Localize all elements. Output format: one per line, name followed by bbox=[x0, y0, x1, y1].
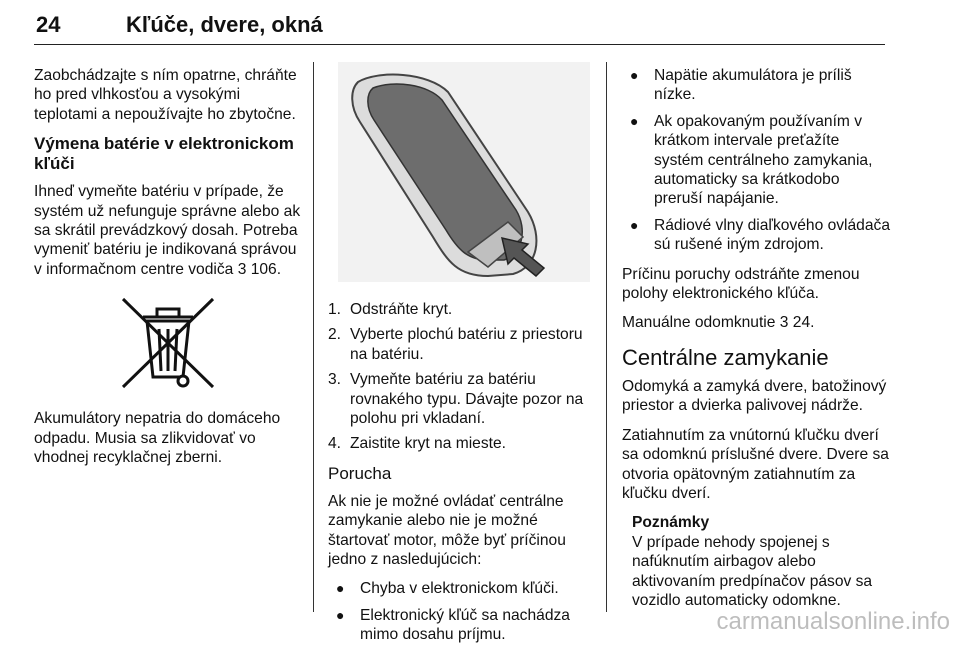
note-box bbox=[622, 513, 890, 610]
list-item: 1. Odstráňte kryt. bbox=[328, 301, 453, 318]
disposal-paragraph: Akumulátory nepatria do domáceho odpadu. Musia sa zlikvidovať vo vhodnej recyklačnej zberni. bbox=[34, 410, 281, 467]
fault-paragraph: Ak nie je možné ovládať centrálne zamykanie alebo nie je možné štartovať motor, môže byť príčinou jedno z nasledujúcich: bbox=[328, 492, 566, 569]
recycle-bin-crossed-icon bbox=[113, 293, 223, 393]
page-header bbox=[34, 6, 885, 45]
manual-unlock-reference: Manuálne odomknutie 3 24. bbox=[622, 314, 815, 332]
fault-causes-list bbox=[328, 579, 598, 644]
fault-causes-list-continued bbox=[622, 66, 890, 255]
note-title: Poznámky bbox=[632, 514, 710, 532]
list-item: 2. Vyberte plochú batériu z priestoru na batériu. bbox=[328, 326, 583, 363]
list-item: ● Chyba v elektronickom kľúči. bbox=[336, 580, 559, 598]
list-item: ● Rádiové vlny diaľkového ovládača sú rušené iným zdrojom. bbox=[630, 216, 891, 254]
fault-heading: Porucha bbox=[328, 463, 392, 483]
page-number: 24 bbox=[36, 12, 61, 37]
list-item: ● Elektronický kľúč sa nachádza mimo dosahu príjmu. bbox=[336, 606, 570, 644]
column-3 bbox=[622, 66, 890, 610]
list-item: ● Ak opakovaným používaním v krátkom intervale preťažíte systém centrálneho zamykania, automaticky sa krátkodobo preruší napájanie. bbox=[630, 112, 873, 208]
fix-paragraph: Príčinu poruchy odstráňte zmenou polohy elektronického kľúča. bbox=[622, 265, 860, 303]
central-locking-paragraph: Odomyká a zamyká dvere, batožinový priestor a dvierka palivovej nádrže. bbox=[622, 377, 887, 415]
list-item: 3. Vymeňte batériu za batériu rovnakého typu. Dávajte pozor na polohu pri vkladaní. bbox=[328, 371, 584, 428]
page-title: Kľúče, dvere, okná bbox=[126, 12, 323, 37]
battery-steps-list bbox=[328, 300, 598, 454]
electronic-key-battery-illustration bbox=[338, 62, 590, 282]
page-reference: 3 106. bbox=[237, 260, 282, 278]
note-text: V prípade nehody spojenej s nafúknutím airbagov alebo aktivovaním predpínačov pásov sa vozidlo automaticky odomkne. bbox=[632, 533, 873, 609]
column-1 bbox=[34, 66, 302, 477]
list-item: 4. Zaistite kryt na mieste. bbox=[328, 435, 506, 453]
door-handle-paragraph: Zatiahnutím za vnútornú kľučku dverí sa odomknú príslušné dvere. Dvere sa otvoria opätovným zatiahnutím za kľučku dverí. bbox=[622, 426, 889, 502]
column-divider-1 bbox=[313, 62, 314, 612]
watermark: carmanualsonline.info bbox=[716, 608, 950, 635]
column-divider-2 bbox=[606, 62, 607, 612]
central-locking-heading: Centrálne zamykanie bbox=[622, 344, 829, 370]
handling-paragraph: Zaobchádzajte s ním opatrne, chráňte ho pred vlhkosťou a vysokými teplotami a nepoužívajte ho zbytočne. bbox=[34, 67, 297, 123]
battery-replacement-heading: Výmena batérie v elektronickom kľúči bbox=[34, 134, 294, 174]
battery-replacement-paragraph: Ihneď vymeňte batériu v prípade, že systém už nefunguje správne alebo ak sa skrátil prevádzkový dosah. Potreba vymeniť batériu je indikovaná správou v informačnom centre vodiča 3 106. bbox=[34, 183, 301, 278]
list-item: ● Napätie akumulátora je príliš nízke. bbox=[630, 67, 852, 104]
column-2 bbox=[328, 62, 598, 655]
